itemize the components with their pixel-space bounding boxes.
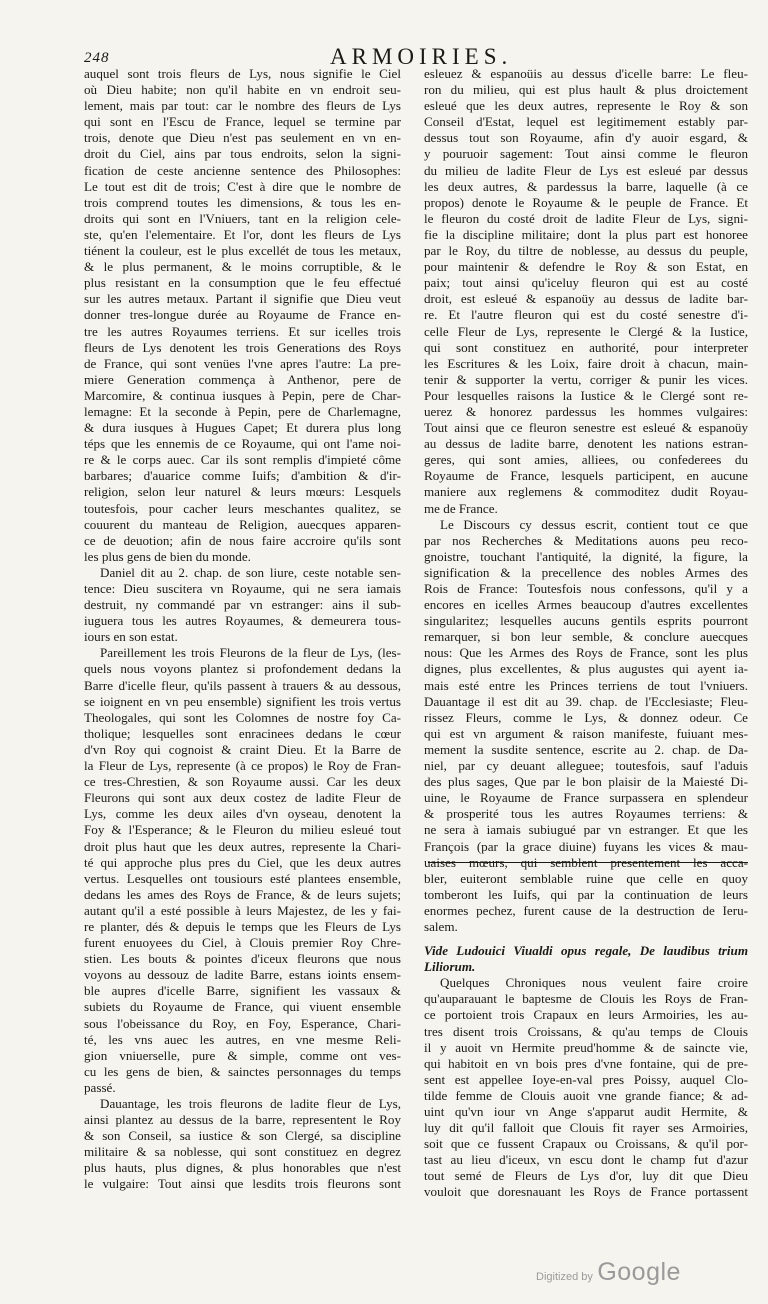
text-line: Vide Ludouici Viualdi opus regale, De laudibus trium bbox=[424, 943, 748, 959]
text-line: Royaume de France, lesquels participent, en aucune bbox=[424, 468, 748, 484]
text-line: encores en icelles Armes beaucoup d'autres excellentes bbox=[424, 597, 748, 613]
text-line: iuguera tous les autres Royaumes, & demeurera tous- bbox=[84, 613, 401, 629]
text-line: Rois de France: Toutesfois nous confessons, qu'il y a bbox=[424, 581, 748, 596]
text-line: Barre d'icelle fleur, qu'ils passent à trauers & au dessous, bbox=[84, 677, 401, 693]
text-line: droit du Ciel, ains par tous endroits, selon la signi- bbox=[84, 146, 401, 162]
text-line: ainsi plantez au dessus de la barre, representent le Roy bbox=[84, 1112, 401, 1128]
text-line: trois comprend toutes les dimensions, & tous les en- bbox=[84, 194, 401, 210]
text-line: plus resistant en la consumption que le feu effectué bbox=[84, 275, 401, 291]
section-rule bbox=[428, 862, 748, 863]
text-line: Marcomire, & continua iusques à Pepin, pere de Char- bbox=[84, 387, 401, 403]
text-line: bler, euiteront semblable ruine que celle en quoy bbox=[424, 870, 748, 886]
text-line: religion, selon leur naturel & leurs mœurs: Lesquels bbox=[84, 484, 401, 500]
text-line: tre les autres Royaumes terriens. Et sur icelles trois bbox=[84, 323, 401, 339]
text-line: plus hauts, plus dignes, & plus honorables que n'est bbox=[84, 1160, 401, 1176]
text-line: Theologales, qui sont les Colomnes de nostre foy Ca- bbox=[84, 709, 401, 725]
text-line: quels nous voyons plantez si profondement dedans la bbox=[84, 661, 401, 677]
text-line: ron du milieu, qui est plus hault & plus droictement bbox=[424, 82, 748, 98]
text-line: Dauantage, les trois fleurons de ladite fleur de Lys, bbox=[100, 1096, 401, 1111]
text-line: le fleuron du costé droit de ladite Fleur de Lys, signi- bbox=[424, 210, 748, 226]
text-line: dignes, plus excellentes, & plus augustes qui ayent ia- bbox=[424, 661, 748, 677]
text-line: iours en son estat. bbox=[84, 629, 178, 645]
text-line: fie la discipline militaire; dont la plus part est honoree bbox=[424, 226, 748, 242]
text-line: Le tout est dit de trois; C'est à dire que le nombre de bbox=[84, 178, 401, 194]
text-line: passé. bbox=[84, 1079, 116, 1095]
text-line: & son Conseil, sa iustice & son Clergé, sa discipline bbox=[84, 1128, 401, 1144]
right-text-column bbox=[424, 66, 748, 1201]
text-line: qui est vn argument & raison manifeste, fuiuant mes- bbox=[424, 725, 748, 741]
text-line: dessus tout son Royaume, afin d'y auoir esgard, & bbox=[424, 130, 748, 146]
text-line: du milieu de ladite Fleur de Lys est esleué par dessus bbox=[424, 162, 748, 178]
text-line: tres disent trois Croissans, & qu'au temps de Clouis bbox=[424, 1023, 748, 1039]
text-line: salem. bbox=[424, 918, 458, 934]
text-line: rissez Fleurs, comme le Lys, & donnez odeur. Ce bbox=[424, 709, 748, 725]
text-line: celle Fleur de Lys, represente le Clergé & la Iustice, bbox=[424, 323, 748, 339]
text-line: droit, est esleué & espanoüy au dessus de ladite bar- bbox=[424, 291, 748, 307]
text-line: cu les gens de bien, & sainctes personnages du temps bbox=[84, 1063, 401, 1079]
text-line: mais esté entre les Princes terriens de tout l'vniuers. bbox=[424, 677, 748, 693]
text-line: tomberont les Iuifs, qui par la continuation de leurs bbox=[424, 886, 748, 902]
text-line: ce portoient trois Crapaux en leurs Armoiries, les au- bbox=[424, 1007, 748, 1023]
text-line: ce tres-Chrestien, & son Royaume aussi. Car les deux bbox=[84, 774, 401, 790]
text-line: fleurs de Lys denotent les trois Generations des Roys bbox=[84, 339, 401, 355]
running-title: ARMOIRIES. bbox=[330, 44, 513, 69]
text-line: propos) denote le Royaume & le peuple de France. Et bbox=[424, 194, 748, 210]
page-number: 248 bbox=[84, 50, 110, 66]
watermark-prefix: Digitized by bbox=[536, 1271, 593, 1283]
text-line: uine, le Royaume de France surpassera en splendeur bbox=[424, 790, 748, 806]
text-line: militaire & sa noblesse, qui sont constituez en degrez bbox=[84, 1144, 401, 1160]
text-line: nous: Que les Armes des Roys de France, sont les plus bbox=[424, 645, 748, 661]
text-line: Lys, comme les deux ailes d'vn oyseau, denotent la bbox=[84, 806, 401, 822]
text-line: té qui approche plus pres du Ciel, que les deux autres bbox=[84, 854, 401, 870]
text-line: soit que ce fussent Crapaux ou Croissans, & qu'il por- bbox=[424, 1136, 748, 1152]
text-line: pour maintenir & defendre le Roy & son Estat, en bbox=[424, 259, 748, 275]
text-line: re & le corps auec. Car ils sont remplis d'impieté côme bbox=[84, 452, 401, 468]
text-line: Quelques Chroniques nous veulent faire croire bbox=[440, 975, 748, 991]
text-line: les plus gens de bien du monde. bbox=[84, 548, 251, 564]
text-line: qu'auparauant le baptesme de Clouis les Roys de Fran- bbox=[424, 991, 748, 1007]
text-line: trois, denote que Dieu n'est pas seulement en vn en- bbox=[84, 130, 401, 146]
text-line: au dessus de ladite barre, denotent les nations estran- bbox=[424, 436, 748, 452]
text-line: qui sont en l'Escu de France, lequel se termine par bbox=[84, 114, 401, 130]
text-line: voyons au dessouz de ladite Barre, estans ioints ensem- bbox=[84, 967, 401, 983]
text-line: couurent du manteau de Religion, auecques apparen- bbox=[84, 516, 401, 532]
text-line: esleuez & espanoüis au dessus d'icelle barre: Le fleu- bbox=[424, 66, 748, 81]
text-line: gnoistre, touchant l'antiquité, la dignité, la figure, la bbox=[424, 548, 748, 564]
text-line: Liliorum. bbox=[424, 959, 476, 975]
text-line: des plus sages, Que par le bon plaisir de la Maiesté Di- bbox=[424, 774, 748, 790]
google-logo: Google bbox=[597, 1258, 681, 1286]
text-line: tholique; lesquelles sont enracinees dedans le cœur bbox=[84, 725, 401, 741]
text-line: furent enuoyees du Ciel, à Clouis premier Roy Chre- bbox=[84, 935, 401, 951]
text-line: Pareillement les trois Fleurons de la fleur de Lys, (les- bbox=[100, 645, 401, 661]
text-line: destruit, ny commandé par vn estranger: ains il sub- bbox=[84, 597, 401, 613]
text-line: François (par la grace diuine) fuyans les vices & mau- bbox=[424, 838, 748, 854]
text-line: luy dit qu'il falloit que Clouis fit rayer ses Armoiries, bbox=[424, 1120, 748, 1136]
text-line: par le Roy, du tiltre de noblesse, au dessus du peuple, bbox=[424, 243, 748, 259]
text-line: tiénent la couleur, est le plus excellét de tous les metaux, bbox=[84, 243, 401, 259]
text-line: Foy & l'Esperance; & le Fleuron du milieu esleué tout bbox=[84, 822, 401, 838]
text-line: uint qu'vn iour vn Ange s'apparut audit Hermite, & bbox=[424, 1104, 748, 1119]
text-line: les deux autres, & pardessus la barre, laquelle (à ce bbox=[424, 178, 748, 194]
text-line: se ioignent en vn peu ensemble) signifient les trois vertus bbox=[84, 693, 401, 709]
text-line: maniere aux reglemens & commoditez dudit Royau- bbox=[424, 484, 748, 500]
text-line: les Escritures & les Loix, faire droit à chacun, main- bbox=[424, 355, 748, 371]
text-line: Pour lesquelles raisons la Iustice & le Clergé sont re- bbox=[424, 387, 748, 403]
text-line: singularitez; lesquelles aucuns gentils esprits pourront bbox=[424, 613, 748, 629]
text-line: de France, qui sont venües l'vne apres l'autre: La pre- bbox=[84, 355, 401, 371]
text-line: téps que les ennemis de ce Royaume, qui ont l'ame noi- bbox=[84, 436, 401, 452]
text-line: sur les autres metaux. Partant il signifie que Dieu veut bbox=[84, 291, 401, 307]
text-line: fication de ceste ancienne sentence des Philosophes: bbox=[84, 162, 401, 178]
text-line: enormes pechez, furent cause de la destruction de Ieru- bbox=[424, 902, 748, 918]
text-line: tast au lieu d'iceux, vn escu dont le champ fut d'azur bbox=[424, 1152, 748, 1168]
text-line: tilde femme de Clouis auoit vne grande fiance; & ad- bbox=[424, 1087, 748, 1103]
text-line: té, les vns auec les autres, en vne mesme Reli- bbox=[84, 1031, 401, 1047]
digitized-watermark bbox=[536, 1258, 681, 1287]
text-line: par nos Recherches & Meditations auons peu reco- bbox=[424, 532, 748, 548]
text-line: & dura iusques à Hugues Capet; Et durera plus long bbox=[84, 420, 401, 436]
text-line: Daniel dit au 2. chap. de son liure, ceste notable sen- bbox=[100, 564, 401, 580]
text-line: re planter, dés & depuis le temps que les Fleurs de Lys bbox=[84, 918, 401, 934]
text-line: droit plus haut que les deux autres, represente la Chari- bbox=[84, 838, 401, 854]
text-line: Conseil d'Estat, lequel est legitimement estably par- bbox=[424, 114, 748, 130]
text-line: uerez & honorez pardessus les hommes vulgaires: bbox=[424, 403, 748, 419]
text-line: Tout ainsi que ce fleuron senestre est esleué & espanoüy bbox=[424, 420, 748, 436]
text-line: lemagne: Et la seconde à Pepin, pere de Charlemagne, bbox=[84, 403, 401, 419]
text-line: & prosperité tous les autres Royaumes terriens: & bbox=[424, 806, 748, 822]
text-line: uaises mœurs, qui semblent presentement les acca- bbox=[424, 854, 748, 870]
text-line: vertus. Lesquelles ont tousiours esté plantees ensemble, bbox=[84, 870, 401, 886]
text-line: où Dieu habite; non qu'il habite en vn endroit seu- bbox=[84, 82, 401, 98]
text-line: barbares; d'auarice comme Iuifs; d'ambition & d'ir- bbox=[84, 468, 401, 484]
text-line: auquel sont trois fleurs de Lys, nous signifie le Ciel bbox=[84, 66, 401, 81]
text-line: Dauantage il est dit au 39. chap. de l'Ecclesiaste; Fleu- bbox=[424, 693, 748, 709]
text-line: Fleurons qui sont aux deux costez de ladite Fleur de bbox=[84, 790, 401, 806]
text-line: autant qu'il a esté possible à leurs Majestez, de les y fai- bbox=[84, 902, 401, 918]
text-line: miere Generation commença à Anthenor, pere de bbox=[84, 371, 401, 387]
text-line: esleué que les deux autres, represente le Roy & son bbox=[424, 98, 748, 114]
text-line: droits qui sont en l'Vniuers, tant en la religion cele- bbox=[84, 210, 401, 226]
text-line: gion vniuerselle, pure & simple, comme ont ves- bbox=[84, 1047, 401, 1063]
text-line: dedans les ames des Roys de France, & de leurs sujets; bbox=[84, 886, 401, 902]
text-line: remarquer, si bon leur semble, & conclure auecques bbox=[424, 629, 748, 645]
text-line: ne sera à iamais subiugué par vn estranger. Et que les bbox=[424, 822, 748, 838]
text-line: donner tres-longue durée au Royaume de France en- bbox=[84, 307, 401, 323]
text-line: paix; tout ainsi qu'iceluy fleuron qui est au costé bbox=[424, 275, 748, 291]
text-line: geres, qui sont amies, alliees, ou confederees du bbox=[424, 452, 748, 468]
text-line: y pouruoir sagement: Tout ainsi comme le fleuron bbox=[424, 146, 748, 162]
text-line: ste, qu'en l'elementaire. Et l'or, dont les fleurs de Lys bbox=[84, 226, 401, 242]
text-line: qui sont constituez en authorité, pour interpreter bbox=[424, 339, 748, 355]
text-line: subiets du Royaume de France, qui viuent ensemble bbox=[84, 999, 401, 1015]
text-line: & le plus permanent, & le moins corruptible, & le bbox=[84, 259, 401, 275]
text-line: signification & la precellence des nobles Armes des bbox=[424, 564, 748, 580]
text-line: il y auoit vn Hermite preud'homme & de saincte vie, bbox=[424, 1039, 748, 1055]
text-line: niel, par cy deuant alleguee; toutesfois, sauf l'aduis bbox=[424, 758, 748, 774]
text-line: stien. Les bouts & pointes d'iceux fleurons que nous bbox=[84, 951, 401, 967]
text-line: sous l'obeissance du Roy, en Foy, Esperance, Chari- bbox=[84, 1015, 401, 1031]
text-line: tout semé de Fleurs de Lys d'or, luy dit que Dieu bbox=[424, 1168, 748, 1184]
text-line: mement la susdite sentence, escrite au 2. chap. de Da- bbox=[424, 741, 748, 757]
text-line: le vulgaire: Tout ainsi que lesdits trois fleurons sont bbox=[84, 1176, 401, 1192]
left-text-column bbox=[84, 66, 401, 1193]
text-line: Le Discours cy dessus escrit, contient tout ce que bbox=[440, 516, 748, 532]
text-line: vouloit que doresnauant les Roys de France portassent bbox=[424, 1184, 748, 1200]
text-line: tence: Dieu suscitera vn Royaume, qui ne sera iamais bbox=[84, 581, 401, 596]
text-line: la Fleur de Lys, represente (à ce propos) le Roy de Fran- bbox=[84, 758, 401, 774]
text-line: qui habitoit en vn bois pres d'vne fontaine, qui de pre- bbox=[424, 1055, 748, 1071]
text-line: d'vn Roy qui cognoist & craint Dieu. Et la Barre de bbox=[84, 741, 401, 757]
text-line: ble aupres d'icelle Barre, signifient les vassaux & bbox=[84, 983, 401, 999]
text-line: lement, mais par tout: car le nombre des fleurs de Lys bbox=[84, 98, 401, 114]
text-line: tenir & supporter la vertu, corriger & punir les vices. bbox=[424, 371, 748, 387]
text-line: me de France. bbox=[424, 500, 498, 516]
text-line: re. Et l'autre fleuron qui est du costé senestre d'i- bbox=[424, 307, 748, 323]
text-line: toutesfois, pour cacher leurs meschantes qualitez, se bbox=[84, 500, 401, 516]
text-line: sent est appellee Ioye-en-val pres Poissy, auquel Clo- bbox=[424, 1071, 748, 1087]
text-line: ce de deuotion; afin de nous faire accroire qu'ils sont bbox=[84, 532, 401, 548]
